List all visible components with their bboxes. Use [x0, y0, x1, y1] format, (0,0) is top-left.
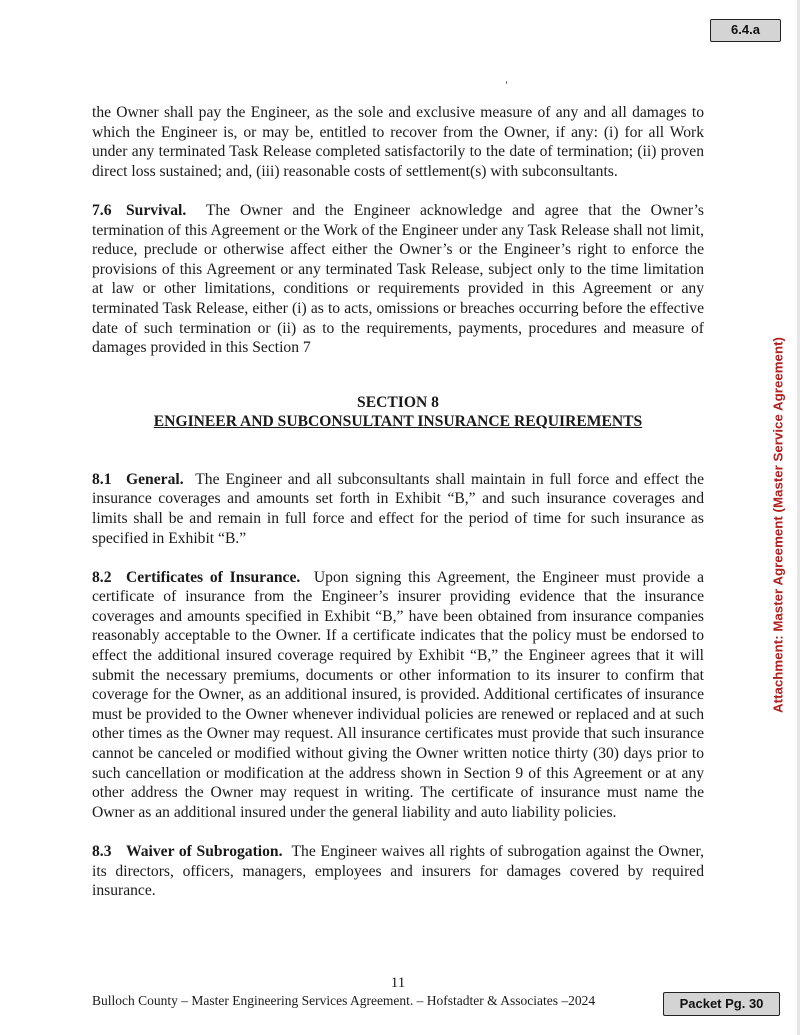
- footer-text: Bulloch County – Master Engineering Services Agreement. – Hofstadter & Associates –2024: [92, 993, 596, 1008]
- section-8-header: [92, 393, 704, 431]
- clause-8-3: [92, 842, 704, 901]
- clause-text: Upon signing this Agreement, the Engineer must provide a certificate of insurance from the Engineer’s insurer providing evidence that the insurance coverages and amounts specified in Exhibit “B,” have been obtained from insurance companies reasonably acceptable to the Owner. If a certificate indicates that the policy must be endorsed to effect the additional insured coverage required by Exhibit “B,” the Engineer agrees that it will submit the necessary premiums, documents or other information to its insurer to confirm that coverage for the Owner, as an additional insured, is provided. Additional certificates of insurance must be provided to the Owner whenever individual policies are renewed or replaced and at such other times as the Owner may request. All insurance certificates must provide that such insurance cannot be canceled or modified without giving the Owner written notice thirty (30) days prior to such cancellation or modification at the address shown in Section 9 of this Agreement or at any other address the Owner may request in writing. The certificate of insurance must name the Owner as an additional insured under the general liability and auto liability policies.: [92, 568, 704, 821]
- clause-number: 8.1: [92, 470, 112, 488]
- agenda-item-stamp: 6.4.a: [710, 19, 781, 42]
- clause-heading: Survival.: [126, 201, 187, 219]
- page-number: [0, 975, 800, 992]
- clause-heading: Certificates of Insurance.: [126, 568, 301, 586]
- page-number-text: 11: [390, 975, 406, 991]
- scan-speck: [506, 81, 507, 84]
- section-title: ENGINEER AND SUBCONSULTANT INSURANCE REQUIREMENTS: [153, 412, 643, 430]
- clause-text: The Owner and the Engineer acknowledge and agree that the Owner’s termination of this Agreement or the Work of the Engineer under any Task Release shall not limit, reduce, preclude or otherwise affect either the Owner’s or the Engineer’s right to enforce the provisions of this Agreement or any terminated Task Release, subject only to the time limitation at law or other limitations, conditions or requirements provided in this Agreement or any terminated Task Release, either (i) as to acts, omissions or breaches occurring before the effective date of such termination or (ii) as to the requirements, payments, procedures and measure of damages provided in this Section 7: [92, 201, 705, 357]
- clause-text: The Engineer waives all rights of subrogation against the Owner, its directors, officers, managers, employees and insurers for damages covered by required insurance.: [92, 843, 704, 900]
- clause-heading: Waiver of Subrogation.: [126, 843, 283, 860]
- clause-7-6: [92, 201, 704, 358]
- clause-8-1: [92, 470, 704, 548]
- document-body: [92, 103, 704, 920]
- clause-8-2: [92, 568, 704, 823]
- clause-heading: General.: [126, 470, 184, 488]
- clause-text: The Engineer and all subconsultants shall maintain in full force and effect the insurance coverages and amounts set forth in Exhibit “B,” and such insurance coverages and limits shall be and remain in full force and effect for the period of time for such insurance as specified in Exhibit “B.”: [92, 470, 705, 547]
- clause-number: 7.6: [92, 201, 112, 219]
- intro-paragraph: the Owner shall pay the Engineer, as the sole and exclusive measure of any and all damages to which the Engineer is, or may be, entitled to recover from the Owner, if any: (i) for all Work under any terminated Task Release completed satisfactorily to the date of termination; (ii) proven direct loss sustained; and, (iii) reasonable costs of settlement(s) with subconsultants.: [92, 104, 704, 180]
- attachment-side-label: Attachment: Master Agreement (Master Service Agreement): [770, 337, 786, 713]
- section-label: SECTION 8: [357, 393, 439, 411]
- clause-number: 8.2: [92, 568, 112, 586]
- clause-number: 8.3: [92, 843, 112, 860]
- packet-page-stamp: Packet Pg. 30: [663, 992, 780, 1016]
